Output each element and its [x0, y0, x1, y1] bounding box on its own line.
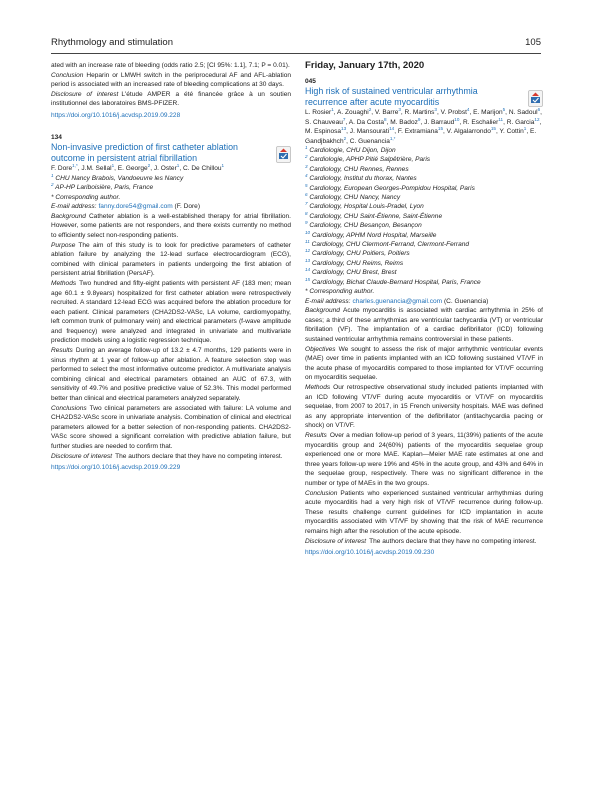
- author-name: S. Chauveau: [305, 118, 343, 126]
- affiliation-text: Cardiology, CHU Poitiers, Poitiers: [310, 250, 410, 258]
- affiliation-marker: 6: [305, 191, 308, 197]
- header-rule: [51, 53, 541, 54]
- abstract-title-block: [305, 86, 543, 107]
- section-text: Catheter ablation is a well-established therapy for atrial fibrillation. However, some patients are not responders, and there exists currently no method to efficiently select non-responding patients.: [51, 212, 291, 239]
- author-name: V. Algalarrondo: [446, 128, 491, 136]
- affiliation: [305, 184, 543, 193]
- affiliation: [305, 202, 543, 211]
- author-affiliation-marker: 6: [537, 107, 541, 113]
- affiliation-marker: 14: [305, 267, 311, 273]
- email-label: E-mail address:: [305, 297, 351, 305]
- section-text: L'étude AMPER a été financée grâce à un soutien institutionnel des laboratoires BMS-PFIZER.: [51, 90, 291, 108]
- affiliation-marker: 5: [305, 182, 308, 188]
- author-name: L. Rosier: [305, 109, 332, 117]
- email-label: E-mail address:: [51, 203, 97, 211]
- author-name: E. George: [117, 165, 148, 173]
- author-affiliation-marker: 3: [434, 107, 437, 113]
- affiliation-marker: 12: [305, 248, 311, 254]
- affiliation: [305, 249, 543, 258]
- affiliation-marker: 10: [305, 229, 311, 235]
- author-name: V. Barre: [374, 109, 399, 117]
- abstract-body: [305, 306, 543, 546]
- section-label: Results: [305, 432, 327, 439]
- affiliation: [305, 212, 543, 221]
- author-affiliation-marker: 1: [331, 107, 334, 113]
- section-label: Methods: [305, 384, 331, 392]
- affiliation: [305, 278, 543, 287]
- affiliation-text: Cardiology, CHU Besançon, Besançon: [307, 222, 422, 230]
- affiliation-list: [51, 174, 291, 193]
- affiliation: [305, 268, 543, 277]
- author-affiliation-marker: 7: [342, 116, 346, 122]
- corresponding-author: * Corresponding author.: [51, 193, 121, 201]
- author-affiliation-marker: 3: [398, 107, 401, 113]
- email-line: [51, 202, 291, 212]
- author-affiliation-marker: 1: [523, 126, 527, 132]
- author-name: J. Mansourati: [349, 128, 390, 136]
- affiliation: [305, 240, 543, 249]
- author-name: E. Marijon: [473, 109, 503, 117]
- affiliation: [51, 174, 291, 183]
- affiliation-text: Cardiology, CHU Clermont-Ferrand, Clermont-Ferrand: [309, 241, 470, 249]
- abstract-number: 134: [51, 133, 62, 141]
- section-text: The authors declare that they have no competing interest.: [115, 452, 283, 460]
- author-affiliation-marker: 1: [176, 163, 180, 169]
- author-affiliation-marker: 1: [111, 163, 115, 169]
- section-label: Conclusion: [305, 489, 338, 497]
- author-name: N. Sadoul: [508, 109, 538, 117]
- email-line: [305, 297, 543, 307]
- previous-abstract-results: ated with an increase rate of bleeding (odds ratio 2.5; [CI 95%: 1.1], 7.1; P = 0.01).: [51, 62, 290, 69]
- section-text: Heparin or LMWH switch in the periprocedural AF and AFL-ablation period is associated with an increased rate of bleeding complications at 30 days.: [51, 71, 291, 89]
- affiliation-text: Cardiology, CHU Rennes, Rennes: [307, 165, 409, 173]
- abstract-title: High risk of sustained ventricular arrhythmia recurrence after acute myocarditis: [305, 86, 478, 107]
- author-affiliation-marker: 13: [341, 126, 347, 132]
- section-label: Background: [51, 212, 86, 220]
- section-label: Results: [51, 347, 73, 355]
- affiliation-text: Cardiology, CHU Brest, Brest: [310, 269, 397, 277]
- affiliation: [305, 231, 543, 240]
- author-name: Y. Cottin: [499, 128, 524, 136]
- email-link[interactable]: fanny.dore54@gmail.com: [98, 203, 173, 211]
- affiliation-text: Cardiology, Hospital Louis-Pradel, Lyon: [307, 203, 424, 211]
- author-affiliation-marker: 9: [417, 116, 421, 122]
- affiliation-text: CHU Nancy Brabois, Vandoeuvre les Nancy: [53, 174, 184, 182]
- author-affiliation-marker: 12: [534, 116, 540, 122]
- author-affiliation-marker: 15: [437, 126, 444, 132]
- journal-section-title: Rhythmology and stimulation: [51, 37, 173, 48]
- section-text: We sought to assess the risk of major arrhythmic ventricular events (MAE) over time in patients implanted with an ICD following sustained VT/VF in the acute phase of myocarditis compared to those implanted for VT/VF occurring on myocarditis sequelae.: [305, 345, 543, 382]
- affiliation: [305, 155, 543, 164]
- page-number: 105: [525, 37, 541, 48]
- abstract-section: [305, 306, 543, 344]
- affiliation-text: Cardiology, CHU Saint-Étienne, Saint-Étienne: [307, 212, 443, 220]
- author-list: F. Dore$^{1,*}$, J.M. Sellal$^1$, E. George$^2$, J. Oster$^1$, C. De Chillou$^1$: [51, 163, 225, 173]
- affiliation: [51, 183, 291, 192]
- abstract-section: [51, 241, 291, 279]
- author-name: M. Espinosa: [305, 128, 342, 136]
- affiliation-marker: 11: [305, 238, 310, 244]
- section-label: Disclosure of interest: [305, 537, 367, 545]
- section-text: The aim of this study is to look for predictive parameters of catheter ablation failure by analyzing the 12-lead surface electrocardiogram (ECG), combined with clinical parameters in patients undergoing the first ablation of persistent atrial fibrillation (PersAF).: [51, 241, 291, 278]
- affiliation-list: [305, 146, 543, 287]
- email-owner: (F. Dore): [174, 203, 200, 211]
- author-affiliation-marker: 1,*: [389, 135, 396, 141]
- abstract-section: [51, 452, 291, 462]
- affiliation-marker: 1: [51, 172, 54, 178]
- abstract-title-block: [51, 142, 291, 163]
- abstract-section: [305, 383, 543, 431]
- section-label: Purpose: [51, 241, 76, 249]
- affiliation: [305, 165, 543, 174]
- affiliation-text: Cardiologie, CHU Dijon, Dijon: [307, 147, 396, 154]
- section-text: Two clinical parameters are associated with failure: LA volume and CHA2DS2-VASc score in univariate analysis. Combination of clinical and electrical parameters allowed for a better selection of non-responding patients. CHA2DS2-VASc score showed a significant correlation with predictive ablation failure, but further studies are needed to confirm that.: [51, 404, 291, 450]
- affiliation: [305, 193, 543, 202]
- section-label: Conclusions: [51, 404, 87, 412]
- abstract-section: [51, 346, 291, 404]
- affiliation-marker: 7: [305, 201, 308, 207]
- affiliation-text: Cardiology, CHU Reims, Reims: [310, 259, 404, 267]
- doi-link[interactable]: https://doi.org/10.1016/j.acvdsp.2019.09.230: [305, 549, 435, 557]
- author-name: A. Da Costa: [348, 118, 384, 126]
- abstract-section: [305, 489, 543, 537]
- affiliation: [305, 259, 543, 268]
- author-affiliation-marker: 15: [490, 126, 496, 132]
- section-label: Disclosure of interest: [51, 90, 119, 98]
- author-affiliation-marker: 1: [221, 163, 225, 169]
- affiliation-marker: 13: [305, 257, 311, 263]
- affiliation-text: Cardiology, European Georges-Pompidou Hospital, Paris: [307, 184, 475, 192]
- affiliation-marker: 2: [51, 181, 54, 187]
- affiliation-marker: 3: [305, 163, 308, 169]
- right-column: [305, 61, 543, 558]
- section-text: Over a median follow-up period of 3 years, 11(39%) patients of the acute myocarditis group and 24(60%) patients of the myocarditis sequelae group experienced one or more MAE. Kaplan—Meier MAE rate estimates at one and three years follow-up were 19% and 45% in the acute group, and 43% and 64% in the sequelae group, respectively. There was no significant difference in the number or type of MAEs in the two groups.: [305, 432, 543, 487]
- affiliation: [305, 146, 543, 155]
- doi-link[interactable]: https://doi.org/10.1016/j.acvdsp.2019.09.229: [51, 464, 181, 472]
- section-label: Conclusion: [51, 71, 84, 79]
- author-name: C. Guenancia: [349, 137, 390, 145]
- affiliation-marker: 15: [305, 276, 311, 282]
- abstract-section: [305, 345, 543, 383]
- section-label: Methods: [51, 279, 77, 287]
- section-text: Acute myocarditis is associated with cardiac arrhythmia in 25% of cases; a third of these arrhythmias are ventricular tachycardia (VT) or ventricular fibrillation (VF). The implantation of a cardiac defibrillator (ICD) following sustained ventricular arrhythmia remains controversial in these patients.: [305, 307, 543, 344]
- author-affiliation-marker: 2: [147, 163, 151, 169]
- abstract-section: [305, 537, 543, 547]
- section-text: The authors declare that they have no competing interest.: [369, 537, 537, 545]
- section-label: Disclosure of interest: [51, 452, 113, 460]
- author-name: A. Zouaghi: [337, 109, 369, 117]
- author-name: R. Martins: [404, 109, 435, 117]
- affiliation-text: Cardiologie, APHP Pitié Salpêtrière, Paris: [307, 156, 431, 164]
- affiliation-marker: 2: [305, 154, 308, 160]
- author-name: M. Badoz: [390, 118, 418, 126]
- author-name: F. Extramiana: [397, 128, 438, 136]
- author-name: R. Eschalier: [463, 118, 499, 126]
- author-affiliation-marker: 8: [384, 116, 387, 122]
- section-text: During an average follow-up of 13.2 ± 4.7 months, 129 patients were in sinus rhythm at 1 year of follow-up after ablation. A feature selection step was performed to select the most informative outcome predictor. A multivariate analysis combining clinical and electrical parameters obtained an AUC of 67.3, with sensitivity of 49.7% and positive predictive value of 52.3%. This model performed better than clinical and electrical parameters analyzed separately.: [51, 347, 291, 403]
- author-list: L. Rosier$^1$, A. Zouaghi$^2$, V. Barre$^3$, R. Martins$^3$, V. Probst$^4$, E. Marijon$^5$, N. Sadoul$^6$, S. Chauveau$^7$, A. Da Costa$^8$, M. Badoz$^9$, J. Barraud$^{10}$, R. Eschalier$^{11}$, R. Garcia$^{12}$, M. Espinosa$^{13}$, J. Mansourati$^{14}$, F. Extramiana$^{15}$, V. Algalarrondo$^{15}$, Y. Cottin$^1$, E. Gandjbakhch$^2$, C. Guenancia$^{1,*}$: [305, 107, 542, 145]
- affiliation-marker: 4: [305, 173, 308, 179]
- page-header: [51, 37, 541, 51]
- section-label: Background: [305, 307, 340, 315]
- abstract-section: [305, 431, 543, 489]
- affiliation-text: AP-HP Lariboisière, Paris, France: [53, 184, 154, 192]
- affiliation-text: Cardiology, APHM Nord Hospital, Marseille: [310, 231, 437, 239]
- section-text: Our retrospective observational study included patients implanted with an ICD following VT/VF during acute myocarditis or VT/VF on myocarditis sequelae, from 2007 to 2017, in 15 French university hospitals. MAE was defined as any appropriate intervention of the defibrillator (antitachycardia pacing or shock) on VT/VF.: [305, 384, 543, 430]
- crossmark-icon[interactable]: [276, 146, 291, 163]
- author-affiliation-marker: 2: [368, 107, 372, 113]
- author-affiliation-marker: 14: [389, 126, 395, 132]
- author-affiliation-marker: 5: [502, 107, 506, 113]
- email-link[interactable]: charles.guenancia@gmail.com: [352, 297, 443, 305]
- abstract-body: [51, 212, 291, 461]
- author-name: J. Barraud: [424, 118, 455, 126]
- section-text: Patients who experienced sustained ventricular arrhythmias during acute myocarditis had a very high risk of VT/VF recurrence during follow-up. These results challenge current guidelines for ICD implantation in acute myocarditis associated with VT/VF by showing that the risk of MAE recurrence remains high after the resolution of the acute episode.: [305, 489, 543, 535]
- author-name: E. Gandjbakhch: [305, 128, 537, 145]
- affiliation: [305, 174, 543, 183]
- author-affiliation-marker: 10: [454, 116, 460, 122]
- author-name: R. Garcia: [506, 118, 535, 126]
- author-affiliation-marker: 4: [466, 107, 470, 113]
- affiliation-marker: 8: [305, 210, 308, 216]
- affiliation-marker: 9: [305, 220, 308, 226]
- corresponding-author: * Corresponding author.: [305, 288, 375, 296]
- affiliation-text: Cardiology, Bichat Claude-Bernard Hospital, Paris, France: [310, 278, 481, 286]
- author-name: C. De Chillou: [182, 165, 222, 173]
- abstract-section: [51, 279, 291, 346]
- left-column: [51, 61, 291, 473]
- affiliation-marker: 1: [305, 144, 308, 150]
- author-name: J. Oster: [153, 165, 177, 173]
- session-date: Friday, January 17th, 2020: [305, 60, 425, 71]
- section-label: Objectives: [305, 345, 336, 353]
- abstract-title: Non-invasive prediction of first catheter ablation outcome in persistent atrial fibrillation: [51, 142, 238, 163]
- doi-link[interactable]: https://doi.org/10.1016/j.acvdsp.2019.09.228: [51, 111, 181, 119]
- crossmark-icon[interactable]: [528, 90, 543, 107]
- previous-abstract-conclusion: [51, 71, 291, 90]
- affiliation-text: Cardiology, Institut du thorax, Nantes: [307, 175, 417, 183]
- author-name: V. Probst: [440, 109, 467, 117]
- abstract-number: 045: [305, 77, 316, 85]
- previous-abstract-disclosure: [51, 90, 291, 109]
- email-owner: (C. Guenancia): [443, 297, 489, 305]
- author-affiliation-marker: 1,*: [72, 163, 78, 169]
- author-name: F. Dore: [51, 165, 73, 173]
- abstract-section: [51, 404, 291, 452]
- abstract-section: [51, 212, 291, 241]
- section-text: Two hundred and fifty-eight patients with persistent AF (183 men; mean age 60.1 ± 9.8years) hospitalized for first catheter ablation were retrospectively recruited. A standard 12-lead ECG was acquired before the ablation procedure for each patient. Clinical parameters (CHA2DS2-VASc, LA volume, cardiomyopathy, left common trunk of pulmonary vein) and electrical parameters (f-wave amplitude and frequency) were analyzed and integrated in univariate and multivariate prediction models using a logistic regression technique.: [51, 279, 291, 345]
- affiliation-text: Cardiology, CHU Nancy, Nancy: [307, 194, 401, 202]
- affiliation: [305, 221, 543, 230]
- author-name: J.M. Sellal: [81, 165, 112, 173]
- author-affiliation-marker: 2: [343, 135, 347, 141]
- author-affiliation-marker: 11: [498, 116, 504, 122]
